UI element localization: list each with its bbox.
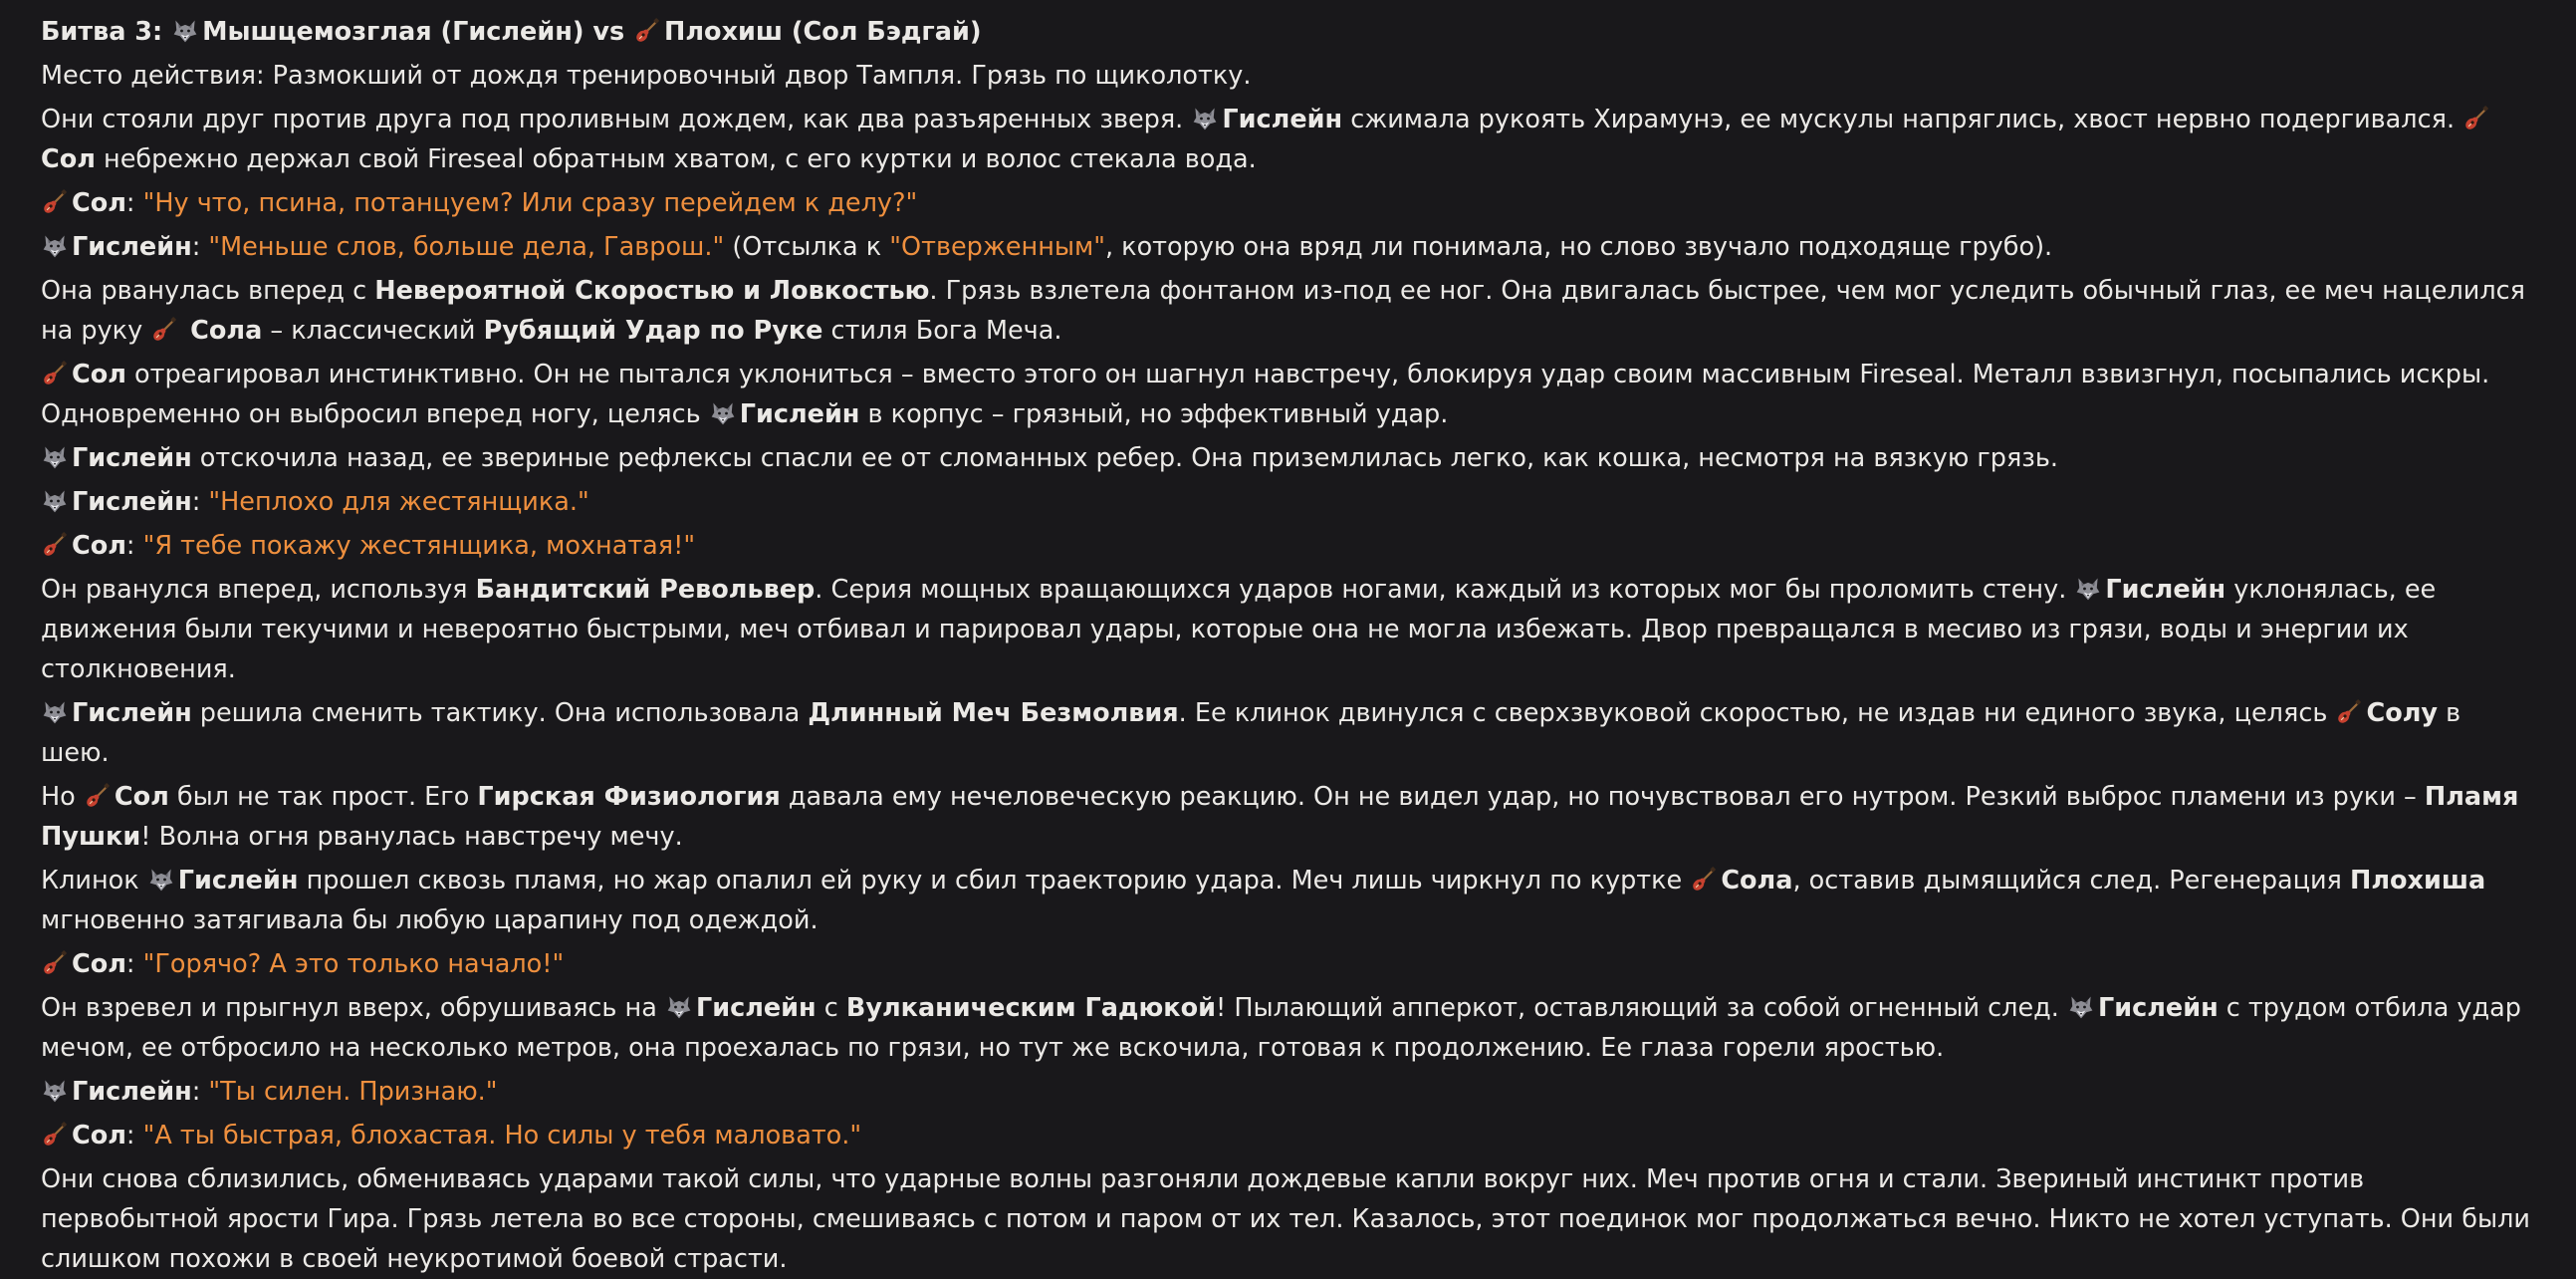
quote-text: "Ты силен. Признаю." (208, 1077, 498, 1107)
paragraph (41, 526, 2536, 566)
text: отскочила назад, ее звериные рефлексы спасли ее от сломанных ребер. Она приземлилась легко, как кошка, несмотря на вязкую грязь. (191, 443, 2059, 473)
wolf-icon (2067, 993, 2095, 1021)
bold-text: Гислейн (739, 399, 860, 429)
text: : (125, 949, 143, 979)
text: Она рванулась вперед с (41, 276, 375, 306)
guitar-icon (41, 188, 69, 216)
wolf-icon (41, 232, 69, 260)
bold-text: Бандитский Револьвер (475, 575, 816, 605)
bold-text: Сол (72, 360, 126, 389)
paragraph (41, 1072, 2536, 1112)
text: , которую она вряд ли понимала, но слово звучало подходяще грубо). (1104, 232, 2053, 262)
bold-text: Мышцемозглая (Гислейн) vs (202, 17, 634, 47)
guitar-icon (41, 949, 69, 977)
text: Он взревел и прыгнул вверх, обрушиваясь на (41, 993, 665, 1023)
bold-text: Длинный Меч Безмолвия (808, 698, 1179, 728)
text: прошел сквозь пламя, но жар опалил ей руку и сбил траекторию удара. Меч лишь чиркнул по куртке (298, 866, 1691, 895)
text: Но (41, 782, 84, 812)
text: давала ему нечеловеческую реакцию. Он не видел удар, но почувствовал его нутром. Резкий выброс пламени из руки – (780, 782, 2425, 812)
text: , оставив дымящийся след. Регенерация (1792, 866, 2351, 895)
bold-text: Сола (1721, 866, 1793, 895)
wolf-icon (41, 487, 69, 515)
bold-text: Плохиш (Сол Бэдгай) (664, 17, 982, 47)
bold-text: Гирская Физиология (477, 782, 781, 812)
guitar-icon (84, 782, 112, 810)
text: : (191, 1077, 209, 1107)
text: : (125, 188, 143, 218)
guitar-icon (150, 316, 178, 344)
paragraph (41, 56, 2536, 96)
quote-text: "А ты быстрая, блохастая. Но силы у тебя маловато." (142, 1121, 862, 1151)
bold-text: Плохиша (2350, 866, 2486, 895)
text: был не так прост. Его (168, 782, 478, 812)
bold-text: Сол (72, 531, 126, 561)
bold-text: Сол (41, 144, 96, 174)
text: : (125, 531, 143, 561)
guitar-icon (633, 17, 661, 45)
paragraph (41, 100, 2536, 179)
bold-text: Гислейн (177, 866, 299, 895)
guitar-icon (2335, 698, 2363, 726)
paragraph (41, 1159, 2536, 1279)
bold-text: Сол (72, 1121, 126, 1151)
wolf-icon (147, 866, 175, 894)
quote-text: "Горячо? А это только начало!" (142, 949, 565, 979)
bold-text: Гислейн (72, 698, 192, 728)
text: Он рванулся вперед, используя (41, 575, 476, 605)
guitar-icon (41, 360, 69, 387)
text: сжимала рукоять Хирамунэ, ее мускулы напряглись, хвост нервно подергивался. (1342, 105, 2463, 134)
paragraph (41, 693, 2536, 773)
text: Клинок (41, 866, 147, 895)
paragraph (41, 861, 2536, 940)
paragraph (41, 355, 2536, 434)
text: в шею. (41, 698, 2461, 768)
wolf-icon (41, 443, 69, 471)
paragraph (41, 438, 2536, 478)
paragraph (41, 227, 2536, 267)
bold-text: Сола (181, 316, 263, 346)
wolf-icon (1191, 105, 1219, 132)
paragraph (41, 482, 2536, 522)
bold-text: Пламя Пушки (41, 782, 2519, 852)
paragraph (41, 777, 2536, 857)
paragraph (41, 988, 2536, 1068)
text: : (125, 1121, 143, 1151)
text: (Отсылка к (724, 232, 890, 262)
text: : (191, 232, 209, 262)
wolf-icon (171, 17, 199, 45)
bold-text: Гислейн (72, 232, 192, 262)
text: : (191, 487, 209, 517)
bold-text: Гислейн (1222, 105, 1343, 134)
text: отреагировал инстинктивно. Он не пытался уклониться – вместо этого он шагнул навстречу, блокируя удар своим массивным Fireseal. Металл взвизгнул, посыпались искры. Одновременно он выбросил вперед ногу, целясь (41, 360, 2490, 429)
quote-text: "Я тебе покажу жестянщика, мохнатая!" (142, 531, 696, 561)
text: с трудом отбила удар мечом, ее отбросило на несколько метров, она проехалась по грязи, но тут же вскочила, готовая к продолжению. Ее глаза горели яростью. (41, 993, 2521, 1063)
bold-text: Битва 3: (41, 17, 172, 47)
text: Они снова сблизились, обмениваясь ударами такой силы, что ударные волны разгоняли дождевые капли вокруг них. Меч против огня и стали. Звериный инстинкт против первобытной ярости Гира. Грязь летела во все стороны, смешиваясь с потом и паром от их тел. Казалось, этот поединок мог продолжаться вечно. Никто не хотел уступать. Они были слишком похожи в своей неукротимой боевой страсти. (41, 1164, 2530, 1274)
text: . Грязь взлетела фонтаном из-под ее ног. Она двигалась быстрее, чем мог уследить обычный глаз, ее меч нацелился на руку (41, 276, 2526, 346)
bold-text: Невероятной Скоростью и Ловкостью (374, 276, 930, 306)
wolf-icon (2074, 575, 2102, 603)
paragraph (41, 944, 2536, 984)
text: стиля Бога Меча. (822, 316, 1062, 346)
quote-text: "Неплохо для жестянщика." (208, 487, 589, 517)
bold-text: Гислейн (2098, 993, 2219, 1023)
paragraph (41, 12, 2536, 52)
text: мгновенно затягивала бы любую царапину под одеждой. (41, 905, 819, 935)
guitar-icon (41, 531, 69, 559)
text: ! Волна огня рванулась навстречу мечу. (140, 822, 683, 852)
text: Место действия: Размокший от дождя тренировочный двор Тампля. Грязь по щиколотку. (41, 61, 1252, 91)
text: . Серия мощных вращающихся ударов ногами, каждый из которых мог бы проломить стену. (815, 575, 2075, 605)
wolf-icon (665, 993, 693, 1021)
bold-text: Вулканическим Гадюкой (845, 993, 1216, 1023)
bold-text: Сол (72, 188, 126, 218)
guitar-icon (41, 1121, 69, 1149)
text: . Ее клинок двинулся с сверхзвуковой скоростью, не издав ни единого звука, целясь (1178, 698, 2336, 728)
bold-text: Рубящий Удар по Руке (483, 316, 823, 346)
text: уклонялась, ее движения были текучими и невероятно быстрыми, меч отбивал и парировал удары, которые она не могла избежать. Двор превращался в месиво из грязи, воды и энергии их столкновения. (41, 575, 2437, 684)
paragraph (41, 570, 2536, 689)
paragraph (41, 183, 2536, 223)
bold-text: Гислейн (2105, 575, 2226, 605)
text: решила сменить тактику. Она использовала (191, 698, 809, 728)
paragraph (41, 1116, 2536, 1155)
quote-text: "Ну что, псина, потанцуем? Или сразу перейдем к делу?" (142, 188, 918, 218)
wolf-icon (41, 1077, 69, 1105)
wolf-icon (709, 399, 737, 427)
bold-text: Солу (2366, 698, 2439, 728)
quote-text: "Отверженным" (889, 232, 1105, 262)
text: ! Пылающий апперкот, оставляющий за собой огненный след. (1216, 993, 2067, 1023)
bold-text: Сол (114, 782, 169, 812)
quote-text: "Меньше слов, больше дела, Гаврош." (208, 232, 725, 262)
text: небрежно держал свой Fireseal обратным хватом, с его куртки и волос стекала вода. (95, 144, 1257, 174)
bold-text: Гислейн (72, 1077, 192, 1107)
wolf-icon (41, 698, 69, 726)
bold-text: Гислейн (695, 993, 817, 1023)
guitar-icon (2462, 105, 2490, 132)
text: – классический (262, 316, 484, 346)
bold-text: Сол (72, 949, 126, 979)
bold-text: Гислейн (72, 443, 192, 473)
paragraph (41, 271, 2536, 351)
bold-text: Гислейн (72, 487, 192, 517)
text: с (816, 993, 846, 1023)
text: в корпус – грязный, но эффективный удар. (859, 399, 1449, 429)
text: Они стояли друг против друга под проливным дождем, как два разъяренных зверя. (41, 105, 1192, 134)
guitar-icon (1690, 866, 1718, 894)
battle-text-document (41, 12, 2536, 1279)
